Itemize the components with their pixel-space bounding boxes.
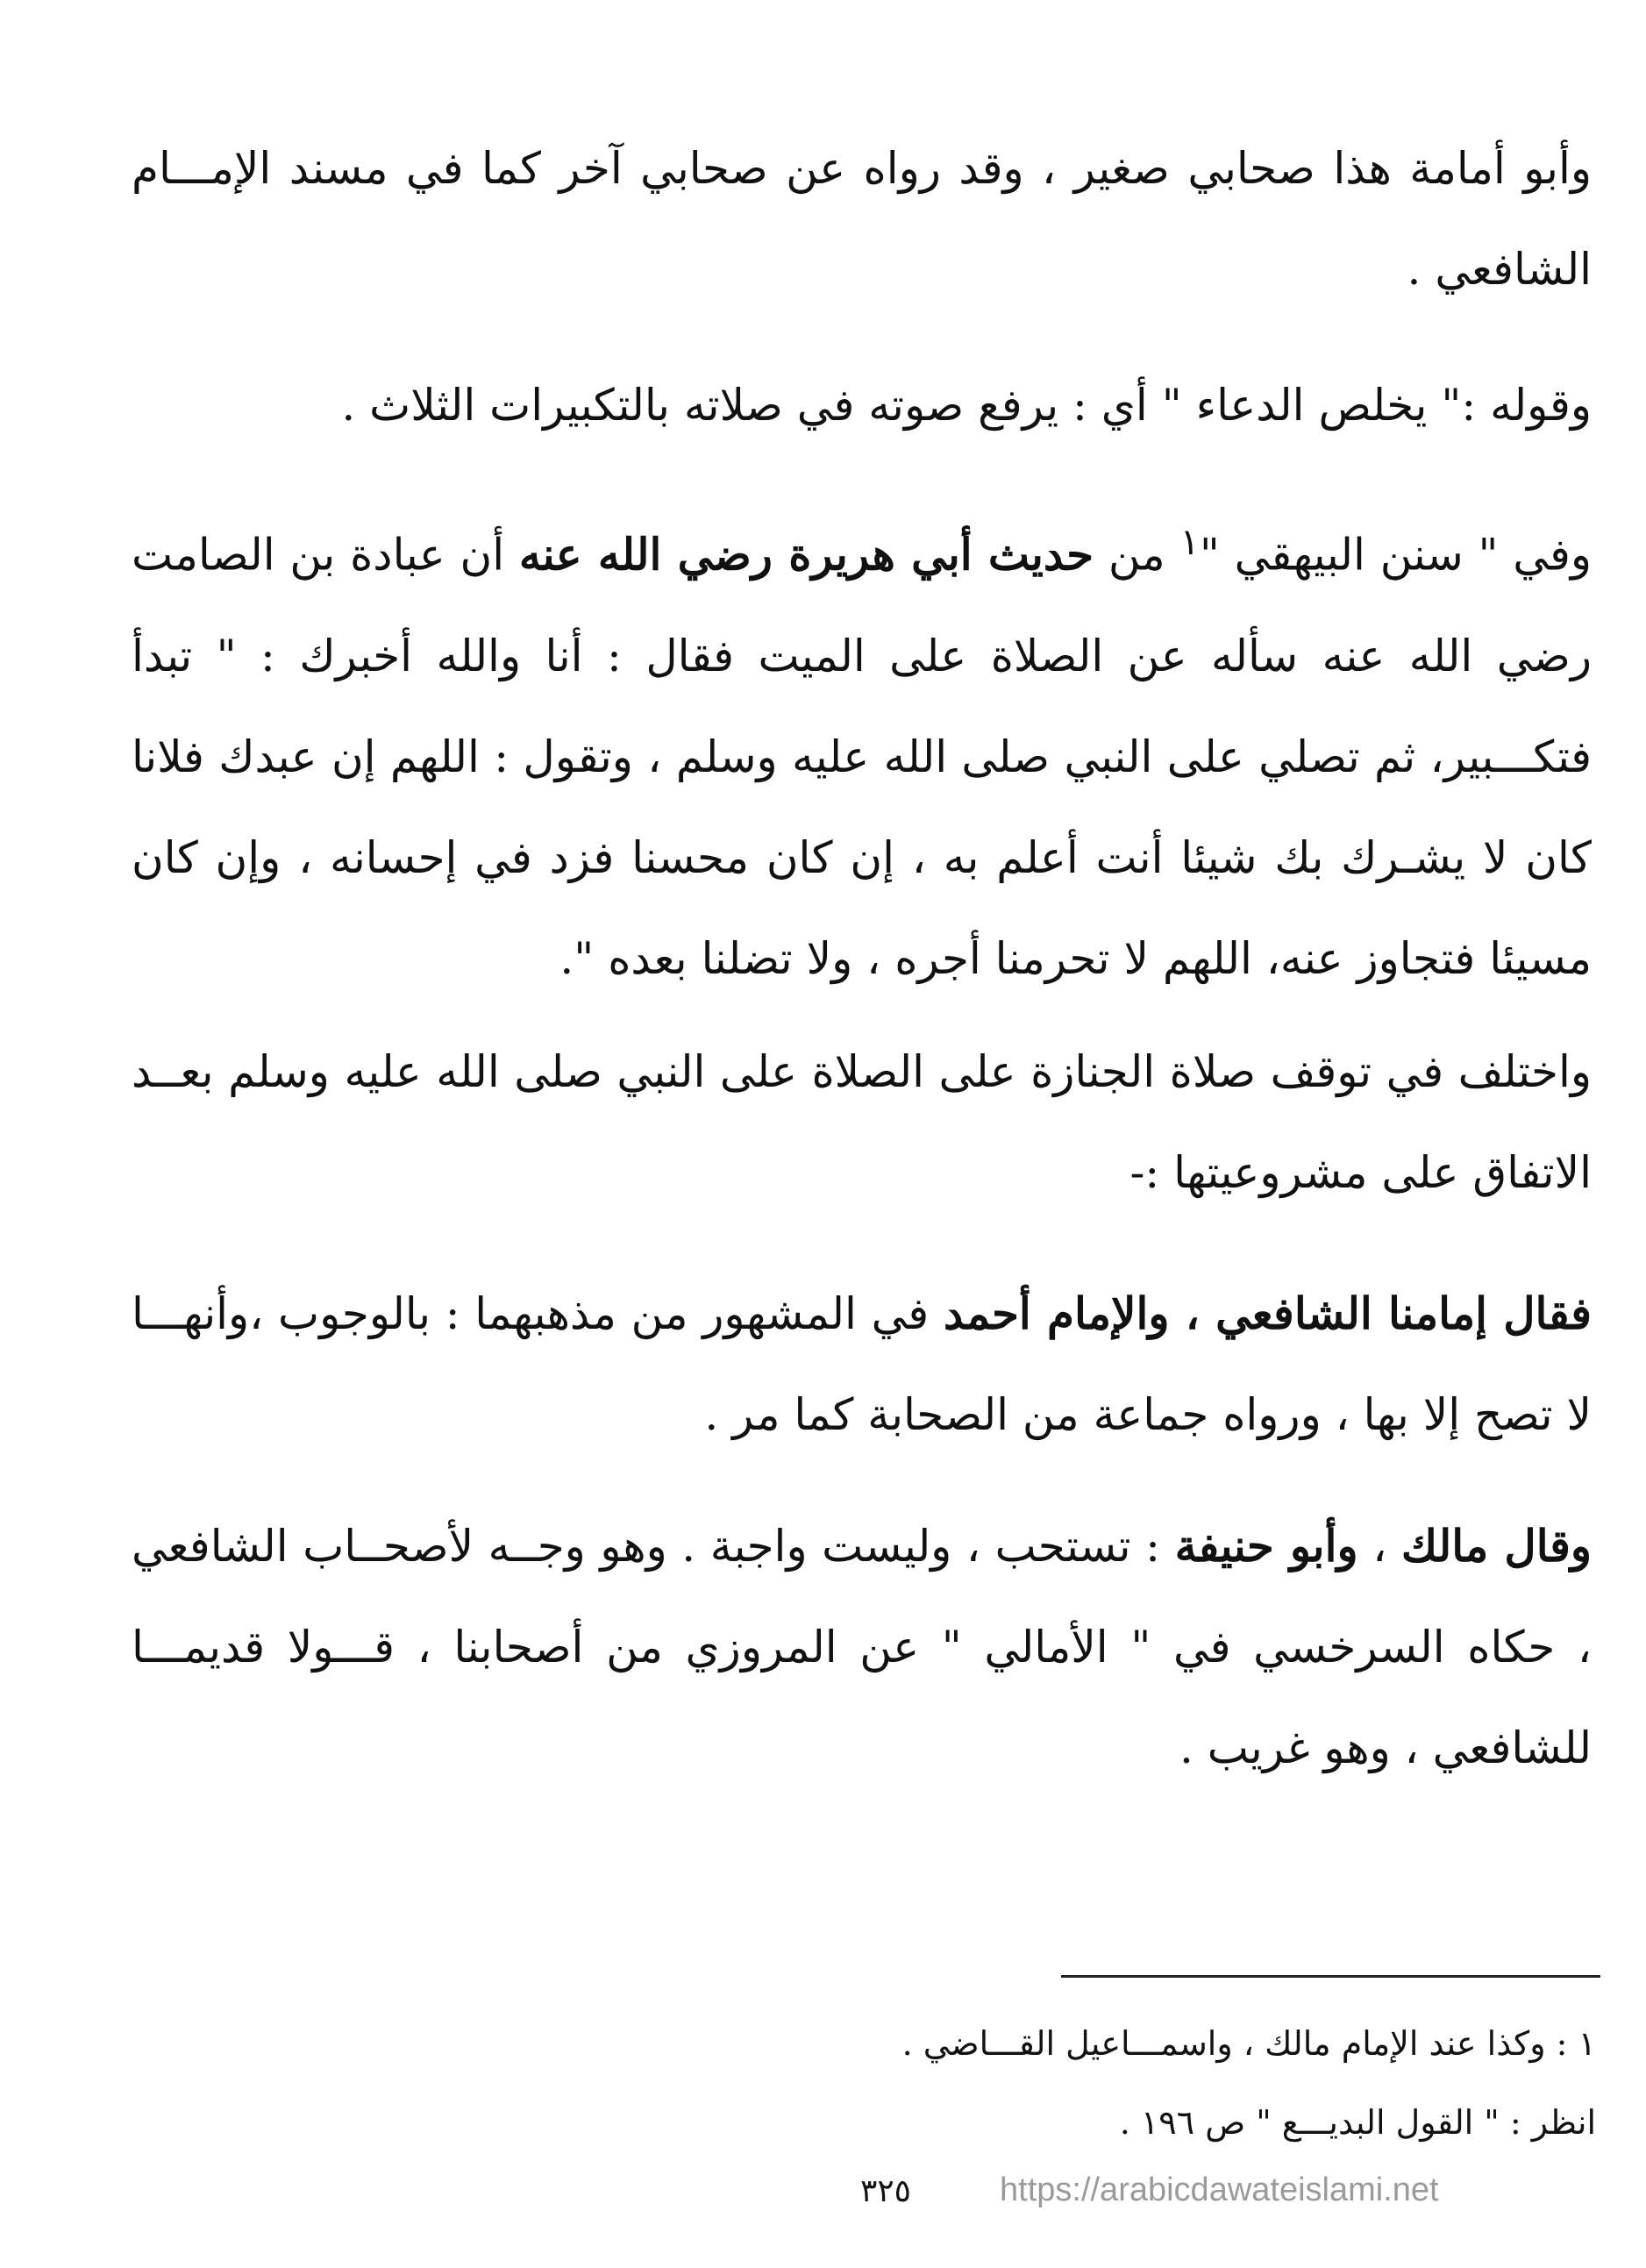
paragraph-3 [132, 491, 1592, 1009]
paragraph-4-text: واختلف في توقف صلاة الجنازة على الصلاة على النبي صلى الله عليه وسلم بعــد الاتفاق على مشروعيتها :- [132, 1046, 1592, 1198]
paragraph-3-mid: من [1094, 529, 1180, 581]
paragraph-6-separator: ، [1357, 1521, 1401, 1572]
footnote-1: ١ : وكذا عند الإمام مالك ، واسمـــاعيل القـــاضي . [901, 2024, 1596, 2063]
footnote-reference: ١ [1179, 520, 1200, 563]
paragraph-5-bold: فقال إمامنا الشافعي ، والإمام أحمد [943, 1287, 1592, 1339]
paragraph-4 [132, 1022, 1592, 1223]
paragraph-6-bold-2: وأبو حنيفة [1174, 1520, 1358, 1572]
footnote-2: انظر : " القول البديـــع " ص ١٩٦ . [1119, 2103, 1596, 2142]
paragraph-3-start: وفي " سنن البيهقي " [1199, 529, 1592, 581]
paragraph-6 [132, 1495, 1592, 1799]
paragraph-6-rest: : تستحب ، وليست واجبة . وهو وجــه لأصحــاب الشافعي ، حكاه السرخسي في " الأمالي " عن المروزي من أصحابنا ، قـــولا قديمـــا للشافعي ، وهو غريب . [132, 1521, 1592, 1773]
paragraph-3-end: أن عبادة بن الصامت رضي الله عنه سأله عن الصلاة على الميت فقال : أنا والله أخبرك : " تبدأ فتكـــبير، ثم تصلي على النبي صلى الله عليه وسلم ، وتقول : اللهم إن عبدك فلانا كان لا يشـرك بك شيئا أنت أعلم به ، إن كان محسنا فزد في إحسانه ، وإن كان مسيئا فتجاوز عنه، اللهم لا تحرمنا أجره ، ولا تضلنا بعده ". [132, 529, 1592, 984]
paragraph-5-rest: في المشهور من مذهبهما : بالوجوب ،وأنهـــا لا تصح إلا بها ، ورواه جماعة من الصحابة كما مر . [132, 1288, 1592, 1440]
watermark-url: https://arabicdawateislami.net [1000, 2172, 1439, 2208]
paragraph-1-text: وأبو أمامة هذا صحابي صغير ، وقد رواه عن صحابي آخر كما في مسند الإمـــام الشافعي . [132, 143, 1592, 295]
paragraph-5 [132, 1263, 1592, 1466]
paragraph-2 [132, 355, 1592, 456]
paragraph-3-bold: حديث أبي هريرة رضي الله عنه [518, 528, 1094, 581]
paragraph-1 [132, 118, 1592, 320]
footnote-divider [1061, 1975, 1600, 1978]
paragraph-2-text: وقوله :" يخلص الدعاء " أي : يرفع صوته في صلاته بالتكبيرات الثلاث . [341, 380, 1592, 431]
page-number: ٣٢٥ [859, 2173, 911, 2209]
paragraph-6-bold-1: وقال مالك [1400, 1520, 1593, 1572]
